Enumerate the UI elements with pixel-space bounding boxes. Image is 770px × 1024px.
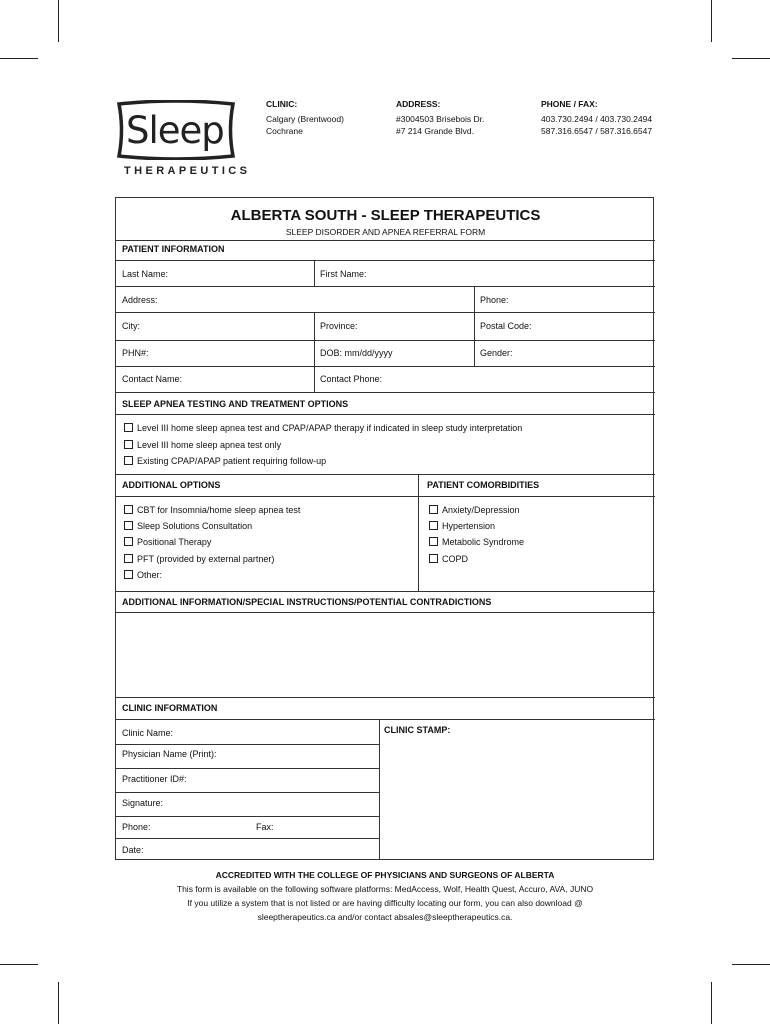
additional-option[interactable]: Sleep Solutions Consultation <box>124 521 252 531</box>
additional-options-heading: ADDITIONAL OPTIONS <box>122 480 221 490</box>
signature-field[interactable]: Signature: <box>122 798 164 808</box>
clinic-label: CLINIC: <box>266 99 298 109</box>
additional-option[interactable]: Positional Therapy <box>124 537 211 547</box>
logo-subtitle: THERAPEUTICS <box>124 165 251 177</box>
form-title: ALBERTA SOUTH - SLEEP THERAPEUTICS <box>230 207 541 224</box>
apnea-option[interactable]: Level III home sleep apnea test only <box>124 440 281 450</box>
checkbox-icon[interactable] <box>124 423 133 432</box>
phone-field[interactable]: Phone: <box>480 295 509 305</box>
crop-mark <box>0 964 38 965</box>
additional-info-heading: ADDITIONAL INFORMATION/SPECIAL INSTRUCTIONS/POTENTIAL CONTRADICTIONS <box>122 597 492 607</box>
checkbox-icon[interactable] <box>124 505 133 514</box>
clinic-name-field[interactable]: Clinic Name: <box>122 728 174 738</box>
referral-form <box>115 197 654 860</box>
dob-field[interactable]: DOB: mm/dd/yyyy <box>320 348 393 358</box>
checkbox-icon[interactable] <box>124 570 133 579</box>
first-name-field[interactable]: First Name: <box>320 269 367 279</box>
address-line: #3004503 Brisebois Dr. <box>396 114 485 124</box>
phn-field[interactable]: PHN#: <box>122 348 149 358</box>
additional-option[interactable]: PFT (provided by external partner) <box>124 554 274 564</box>
checkbox-icon[interactable] <box>124 554 133 563</box>
address-field[interactable]: Address: <box>122 295 158 305</box>
checkbox-icon[interactable] <box>124 521 133 530</box>
checkbox-icon[interactable] <box>429 537 438 546</box>
clinic-line: Calgary (Brentwood) <box>266 114 344 124</box>
clinic-line: Cochrane <box>266 126 303 136</box>
practitioner-id-field[interactable]: Practitioner ID#: <box>122 774 187 784</box>
form-subtitle: SLEEP DISORDER AND APNEA REFERRAL FORM <box>285 227 486 237</box>
gender-field[interactable]: Gender: <box>480 348 513 358</box>
checkbox-icon[interactable] <box>429 521 438 530</box>
checkbox-icon[interactable] <box>124 537 133 546</box>
footer-line: This form is available on the following software platforms: MedAccess, Wolf, Health Quest, Accuro, AVA, JUNO <box>176 884 594 894</box>
additional-option[interactable]: Other: <box>124 570 162 580</box>
apnea-option[interactable]: Existing CPAP/APAP patient requiring follow-up <box>124 456 326 466</box>
physician-name-field[interactable]: Physician Name (Print): <box>122 749 217 759</box>
comorbidity-option[interactable]: Metabolic Syndrome <box>429 537 524 547</box>
crop-mark <box>58 982 59 1024</box>
province-field[interactable]: Province: <box>320 321 358 331</box>
clinic-phone-field[interactable]: Phone: <box>122 822 151 832</box>
apnea-option[interactable]: Level III home sleep apnea test and CPAP/APAP therapy if indicated in sleep study interpretation <box>124 423 522 433</box>
clinic-fax-field[interactable]: Fax: <box>256 822 274 832</box>
comorbidity-option[interactable]: Anxiety/Depression <box>429 505 520 515</box>
comorbidity-option[interactable]: COPD <box>429 554 468 564</box>
checkbox-icon[interactable] <box>429 505 438 514</box>
crop-mark <box>58 0 59 42</box>
address-line: #7 214 Grande Blvd. <box>396 126 474 136</box>
crop-mark <box>711 982 712 1024</box>
city-field[interactable]: City: <box>122 321 140 331</box>
contact-phone-field[interactable]: Contact Phone: <box>320 374 383 384</box>
additional-info-textarea[interactable] <box>118 615 651 695</box>
checkbox-icon[interactable] <box>124 456 133 465</box>
crop-mark <box>711 0 712 42</box>
crop-mark <box>0 58 38 59</box>
phone-fax-label: PHONE / FAX: <box>541 99 598 109</box>
date-field[interactable]: Date: <box>122 845 144 855</box>
phone-fax-line: 587.316.6547 / 587.316.6547 <box>541 126 653 136</box>
phone-fax-line: 403.730.2494 / 403.730.2494 <box>541 114 653 124</box>
comorbidities-heading: PATIENT COMORBIDITIES <box>427 480 540 490</box>
comorbidity-option[interactable]: Hypertension <box>429 521 495 531</box>
postal-code-field[interactable]: Postal Code: <box>480 321 532 331</box>
apnea-heading: SLEEP APNEA TESTING AND TREATMENT OPTIONS <box>122 399 349 409</box>
footer-line: sleeptherapeutics.ca and/or contact absales@sleeptherapeutics.ca. <box>257 912 513 922</box>
contact-name-field[interactable]: Contact Name: <box>122 374 183 384</box>
clinic-stamp-label: CLINIC STAMP: <box>384 725 451 735</box>
additional-option[interactable]: CBT for Insomnia/home sleep apnea test <box>124 505 300 515</box>
footer-line: If you utilize a system that is not listed or are having difficulty locating our form, you can also download @ <box>187 898 583 908</box>
logo-word: Sleep <box>126 109 224 152</box>
checkbox-icon[interactable] <box>429 554 438 563</box>
address-label: ADDRESS: <box>396 99 441 109</box>
patient-info-heading: PATIENT INFORMATION <box>122 244 225 254</box>
crop-mark <box>732 964 770 965</box>
clinic-info-heading: CLINIC INFORMATION <box>122 703 218 713</box>
last-name-field[interactable]: Last Name: <box>122 269 169 279</box>
crop-mark <box>732 58 770 59</box>
accreditation-text: ACCREDITED WITH THE COLLEGE OF PHYSICIANS AND SURGEONS OF ALBERTA <box>215 870 555 880</box>
checkbox-icon[interactable] <box>124 440 133 449</box>
